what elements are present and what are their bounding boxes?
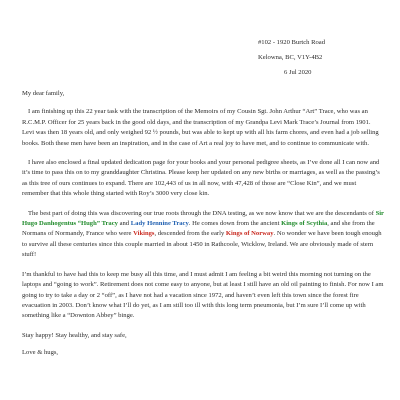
kings-of-scythia: Kings of Scythia bbox=[281, 220, 328, 228]
stay-line: Stay happy! Stay healthy, and stay safe, bbox=[22, 331, 127, 339]
p3-text-4: , and she from the Normans of Normandy, France who were bbox=[22, 220, 375, 238]
p3-text-2: and bbox=[117, 220, 131, 228]
name-lady-hennine: Lady Hennine Tracy bbox=[130, 220, 189, 228]
letter-body bbox=[22, 89, 384, 359]
name-sir-hugo: Sir Hugo Danhogentus “Hugh” Tracy bbox=[22, 209, 384, 228]
address-street: #102 - 1920 Burtch Road bbox=[258, 39, 326, 46]
p3-text-3: . He comes down from the ancient bbox=[188, 220, 282, 228]
paragraph-4: I’m thankful to have had this to keep me busy all this time, and I must admit I am feeling a bit weird this morning not turning on the laptops and “going to work”. Retirement does not come easy to anyone, but at least I still have an old oil painting to finish. For now I am going to try to take a day or 2 “off”, as I have not had a vacation since 1972, and haven’t even left this town since the forest fire evacuation in 2003. Don’t know what I’ll do yet, as I am still too ill with this long term pneumonia, but I’m sure I’ll come up with something like a “Downton Abbey” binge. bbox=[22, 270, 384, 320]
paragraph-3 bbox=[22, 209, 384, 261]
letter-date: 6 Jul 2020 bbox=[284, 68, 312, 76]
p3-text-6: . No wonder we have been tough enough to survive all these centuries since this couple married in about 1450 in Rathcoole, Wicklow, Ireland. We are obviously made of stern stuff! bbox=[22, 230, 382, 259]
sender-address-block bbox=[258, 38, 325, 78]
vikings: Vikings bbox=[133, 230, 155, 238]
address-city: Kelowna, BC, V1Y-4B2 bbox=[258, 54, 323, 61]
salutation: My dear family, bbox=[22, 90, 65, 97]
p3-text-5: , descended from the early bbox=[154, 230, 226, 238]
kings-of-norway: Kings of Norway bbox=[225, 230, 274, 238]
closing-line: Love & hugs, bbox=[22, 349, 59, 357]
p3-text-1: The best part of doing this was discovering our true roots through the DNA testing, as we now know that we are the descendants of bbox=[28, 209, 376, 217]
paragraph-2: I have also enclosed a final updated dedication page for your books and your personal pedigree sheets, as I’ve done all I can now and it’s time to pass this on to my granddaughter Christina. Please keep her updated on any new births or marriages, as well as the passing’s as this tree of ours continues to expand. There are 102,443 of us in all now, with 47,428 of those are “Close Kin”, and we must remember that this whole thing started with Roy’s 3000 very close kin. bbox=[22, 159, 380, 198]
paragraph-1: I am finishing up this 22 year task with the transcription of the Memoirs of my Cousin Sgt. John Arthur “Art” Trace, who was an R.C.M.P. Officer for 25 years back in the good old days, and the transcription of my Grandpa Levi Mark Trace’s Journal from 1901. Levi was then 18 years old, and only weighed 92 ½ pounds, but was able to kept up with all his farm chores, and even had a job selling books. Both these men have been an inspiration, and in the case of Art a real joy to have met, and to continue to communicate with. bbox=[22, 108, 379, 147]
